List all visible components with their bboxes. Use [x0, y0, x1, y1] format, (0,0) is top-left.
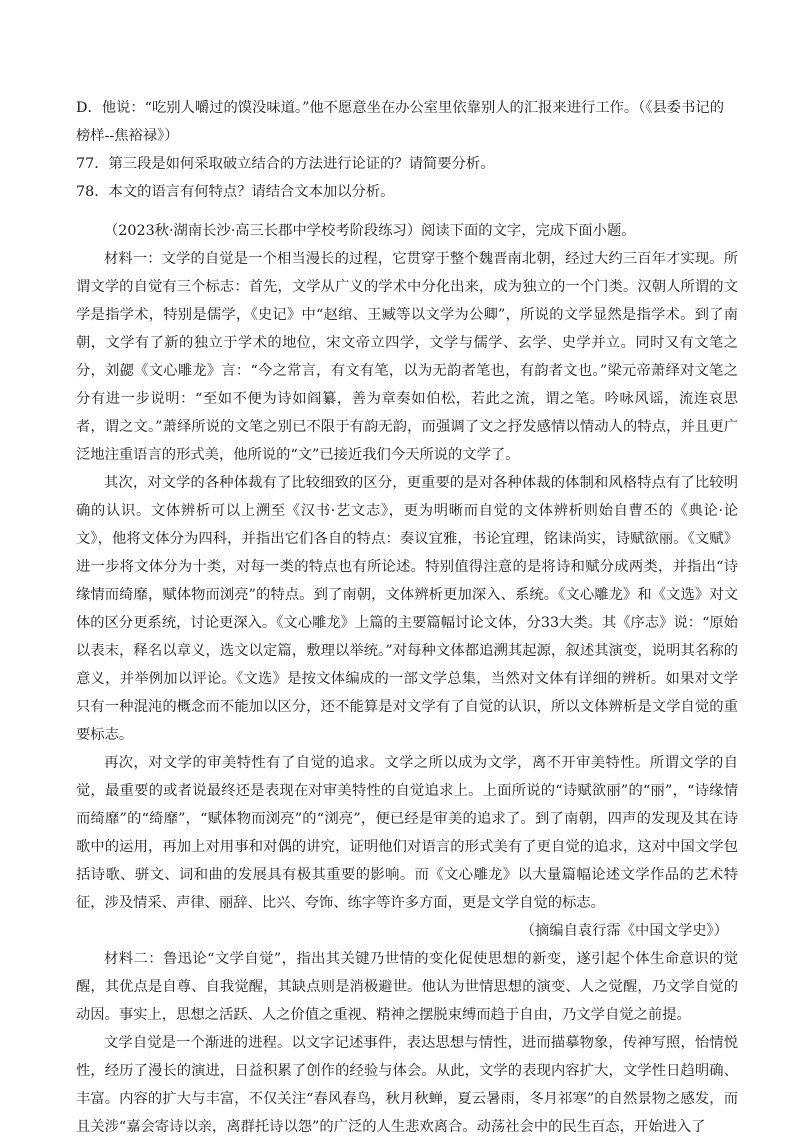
question-block [76, 94, 738, 206]
question-78: 78．本文的语言有何特点？请结合文本加以分析。 [76, 184, 395, 200]
material-two-paragraph-1: 材料二：鲁迅论“文学自觉”，指出其关键乃世情的变化促使思想的新变，遂引起个体生命意识的觉醒，其优点是自尊、自我觉醒，其缺点则是消极避世。他认为世情思想的演变、人之觉醒，乃文学自觉的动因。事实上，思想之活跃、人之价值之重视、精神之摆脱束缚而趋于自由，乃文学自觉之前提。 [76, 951, 738, 1023]
reading-passage [76, 217, 738, 1141]
passage-intro: （2023秋·湖南长沙·高三长郡中学校考阶段练习）阅读下面的文字，完成下面小题。 [104, 223, 636, 239]
option-d: D．他说：“吃别人嚼过的馍没味道。”他不愿意坐在办公室里依靠别人的汇报来进行工作。（《县委书记的榜样--焦裕禄》） [76, 100, 724, 144]
material-one-paragraph-2: 其次，对文学的各种体裁有了比较细致的区分，更重要的是对各种体裁的体制和风格特点有了比较明确的认识。文体辨析可以上溯至《汉书·艺文志》，更为明晰而自觉的文体辨析则始自曹丕的《典论·论文》，他将文体分为四科，并指出它们各自的特点：奏议宜雅，书论宜理，铭诔尚实，诗赋欲丽。《文赋》进一步将文体分为十类，对每一类的特点也有所论述。特别值得注意的是将诗和赋分成两类，并指出“诗缘情而绮靡，赋体物而浏亮”的特点。到了南朝，文体辨析更加深入、系统。《文心雕龙》和《文选》对文体的区分更系统，讨论更深入。《文心雕龙》上篇的主要篇幅讨论文体，分33大类。其《序志》说：“原始以表末，释名以章义，选文以定篇，敷理以举统。”对每种文体都追溯其起源，叙述其演变，说明其名称的意义，并举例加以评论。《文选》是按文体编成的一部文学总集，当然对文体有详细的辨析。如果对文学只有一种混沌的概念而不能加以区分，还不能算是对文学有了自觉的认识，所以文体辨析是文学自觉的重要标志。 [76, 475, 738, 743]
question-77: 77．第三段是如何采取破立结合的方法进行论证的？请简要分析。 [76, 156, 495, 172]
material-one-source: （摘编自袁行霈《中国文学史》） [520, 923, 728, 939]
material-one-paragraph-1: 材料一：文学的自觉是一个相当漫长的过程，它贯穿于整个魏晋南北朝，经过大约三百年才实现。所谓文学的自觉有三个标志：首先，文学从广义的学术中分化出来，成为独立的一个门类。汉朝人所谓的文学是指学术，特别是儒学，《史记》中“赵绾、王臧等以文学为公卿”，所说的文学显然是指学术。到了南朝，文学有了新的独立于学术的地位，宋文帝立四学，文学与儒学、玄学、史学并立。同时又有文笔之分，刘勰《文心雕龙》言：“今之常言，有文有笔，以为无韵者笔也，有韵者文也。”梁元帝萧绎对文笔之分有进一步说明：“至如不便为诗如阎纂，善为章奏如伯松，若此之流，谓之笔。吟咏风谣，流连哀思者，谓之文。”萧绎所说的文笔之别已不限于有韵无韵，而强调了文之抒发感情以情动人的特点，并且更广泛地注重语言的形式美，他所说的“文”已接近我们今天所说的文学了。 [76, 251, 738, 463]
material-two-paragraph-2: 文学自觉是一个渐进的进程。以文字记述事件，表达思想与情性，进而描摹物象，传神写照，怡情悦性，经历了漫长的演进，日益积累了创作的经验与体会。从此，文学的表现内容扩大，文学性日趋明确、丰富。内容的扩大与丰富，不仅关注“春风春鸟，秋月秋蝉，夏云暑雨，冬月祁寒”的自然景物之感发，而且关涉“嘉会寄诗以亲，离群托诗以怨”的广泛的人生悲欢离合。动荡社会中的民生百态，开始进入了 [76, 1035, 738, 1135]
material-one-paragraph-3: 再次，对文学的审美特性有了自觉的追求。文学之所以成为文学，离不开审美特性。所谓文学的自觉，最重要的或者说最终还是表现在对审美特性的自觉追求上。上面所说的“诗赋欲丽”的“丽”，“诗缘情而绮靡”的“绮靡”，“赋体物而浏亮”的“浏亮”，便已经是审美的追求了。到了南朝，四声的发现及其在诗歌中的运用，再加上对用事和对偶的讲究，证明他们对语言的形式美有了更自觉的追求，这对中国文学包括诗歌、骈文、词和曲的发展具有极其重要的影响。而《文心雕龙》以大量篇幅论述文学作品的艺术特征，涉及情采、声律、丽辞、比兴、夸饰、练字等许多方面，更是文学自觉的标志。 [76, 755, 738, 911]
